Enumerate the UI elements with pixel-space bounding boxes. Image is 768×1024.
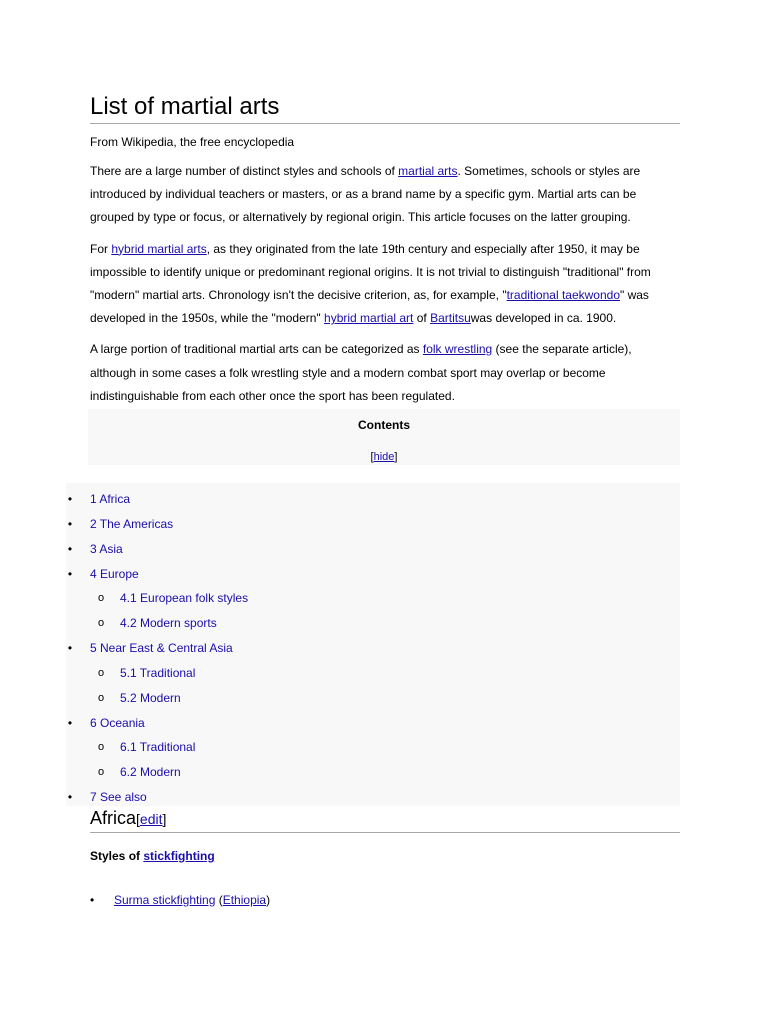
- toc-link-europe-modern-sports[interactable]: 4.2 Modern sports: [120, 616, 217, 631]
- toc-list: [66, 483, 680, 806]
- edit-section: [136, 811, 166, 827]
- toc-link-americas[interactable]: 2 The Americas: [90, 516, 174, 531]
- bracket: ]: [394, 451, 398, 463]
- toc-link-near-east-modern[interactable]: 5.2 Modern: [120, 690, 181, 705]
- toc-item: [66, 533, 680, 558]
- page-title: List of martial arts: [90, 92, 680, 124]
- toc-item: [66, 781, 680, 806]
- link-hybrid-martial-art[interactable]: hybrid martial art: [324, 311, 414, 326]
- toc-subitem: [66, 731, 680, 756]
- bracket: [: [370, 451, 374, 463]
- text-run: was developed in ca. 1900.: [470, 311, 617, 326]
- tagline: From Wikipedia, the free encyclopedia: [90, 135, 295, 149]
- toc-link-oceania[interactable]: 6 Oceania: [90, 715, 145, 730]
- text-run: Styles of: [90, 849, 144, 863]
- link-ethiopia[interactable]: Ethiopia: [222, 893, 267, 907]
- toc-subitem: [66, 657, 680, 682]
- link-folk-wrestling[interactable]: folk wrestling: [422, 342, 493, 357]
- circle-bullet-icon: o: [97, 617, 105, 630]
- toc-link-near-east-traditional[interactable]: 5.1 Traditional: [120, 665, 196, 680]
- article-content: [90, 92, 680, 408]
- bracket: ]: [162, 811, 167, 827]
- circle-bullet-icon: o: [97, 766, 105, 779]
- list-item-content: [90, 891, 270, 909]
- link-surma-stickfighting[interactable]: Surma stickfighting: [114, 893, 216, 907]
- subheading-stickfighting: [90, 849, 215, 863]
- link-traditional-taekwondo[interactable]: traditional taekwondo: [506, 288, 620, 303]
- toc-link-oceania-traditional[interactable]: 6.1 Traditional: [120, 740, 196, 755]
- toc-link-european-folk-styles[interactable]: 4.1 European folk styles: [120, 591, 249, 606]
- toc-link-europe[interactable]: 4 Europe: [90, 566, 139, 581]
- toc-link-asia[interactable]: 3 Asia: [90, 541, 123, 556]
- toc-link-see-also[interactable]: 7 See also: [90, 790, 147, 805]
- text-run: " was developed in the 1950s, while the "modern": [90, 288, 649, 326]
- bullet-icon: •: [67, 790, 73, 805]
- intro-paragraph-2: [90, 238, 680, 331]
- toc-link-oceania-modern[interactable]: 6.2 Modern: [120, 765, 181, 780]
- toc-link-near-east[interactable]: 5 Near East & Central Asia: [90, 641, 233, 656]
- intro-paragraph-1: [90, 160, 680, 230]
- toc-item: [66, 483, 680, 508]
- africa-styles-list: [90, 891, 270, 909]
- text-run: For: [90, 241, 112, 256]
- intro-paragraph-3: [90, 338, 680, 408]
- text-run: . Sometimes, schools or styles are introduced by individual teachers or masters, or as a brand name by a specific gym. Martial arts can be grouped by type or focus, or alternatively by regional origin. This article focuses on the latter grouping.: [90, 164, 641, 225]
- toc-subitem: [66, 607, 680, 632]
- text-run: , as they originated from the late 19th century and especially after 1950, it may be impossible to identify unique or predominant regional origins. It is not trivial to distinguish "traditional" from "modern" martial arts. Chronology isn't the decisive criterion, as, for example, ": [90, 241, 651, 303]
- table-of-contents: [88, 409, 680, 465]
- toc-subitem: [66, 756, 680, 781]
- text-run: There are a large number of distinct styles and schools of: [90, 164, 399, 178]
- text-run: (: [215, 893, 223, 907]
- text-run: of: [413, 311, 431, 326]
- bracket: [: [136, 811, 140, 827]
- text-run: (see the separate article), although in some cases a folk wrestling style and a modern combat sport may overlap or become indistinguishable from each other once the sport has been regulated.: [90, 342, 632, 403]
- toc-item: [66, 558, 680, 583]
- toc-toggle: [88, 451, 680, 463]
- link-bartitsu[interactable]: Bartitsu: [430, 311, 471, 326]
- bullet-icon: •: [67, 641, 73, 656]
- link-stickfighting[interactable]: stickfighting: [143, 849, 215, 863]
- toc-subitem: [66, 582, 680, 607]
- section-heading-africa: [90, 806, 680, 833]
- toc-title: Contents: [358, 418, 410, 432]
- bullet-icon: •: [90, 893, 95, 907]
- edit-link[interactable]: edit: [139, 811, 163, 827]
- toc-link-africa[interactable]: 1 Africa: [90, 492, 131, 506]
- toc-hide-link[interactable]: hide: [373, 451, 395, 463]
- bullet-icon: •: [67, 492, 73, 506]
- text-run: A large portion of traditional martial arts can be categorized as: [90, 342, 423, 357]
- section-heading-text: Africa: [90, 808, 137, 828]
- toc-item: [66, 707, 680, 732]
- circle-bullet-icon: o: [97, 691, 105, 704]
- list-item: [90, 891, 270, 909]
- circle-bullet-icon: o: [97, 741, 105, 754]
- circle-bullet-icon: o: [97, 592, 105, 605]
- bullet-icon: •: [67, 516, 73, 531]
- link-martial-arts[interactable]: martial arts: [398, 164, 458, 178]
- bullet-icon: •: [67, 541, 73, 556]
- toc-item: [66, 508, 680, 533]
- toc-subitem: [66, 682, 680, 707]
- circle-bullet-icon: o: [97, 666, 105, 679]
- text-run: ): [266, 893, 271, 907]
- link-hybrid-martial-arts[interactable]: hybrid martial arts: [111, 241, 207, 256]
- toc-item: [66, 632, 680, 657]
- bullet-icon: •: [67, 715, 73, 730]
- bullet-icon: •: [67, 566, 73, 581]
